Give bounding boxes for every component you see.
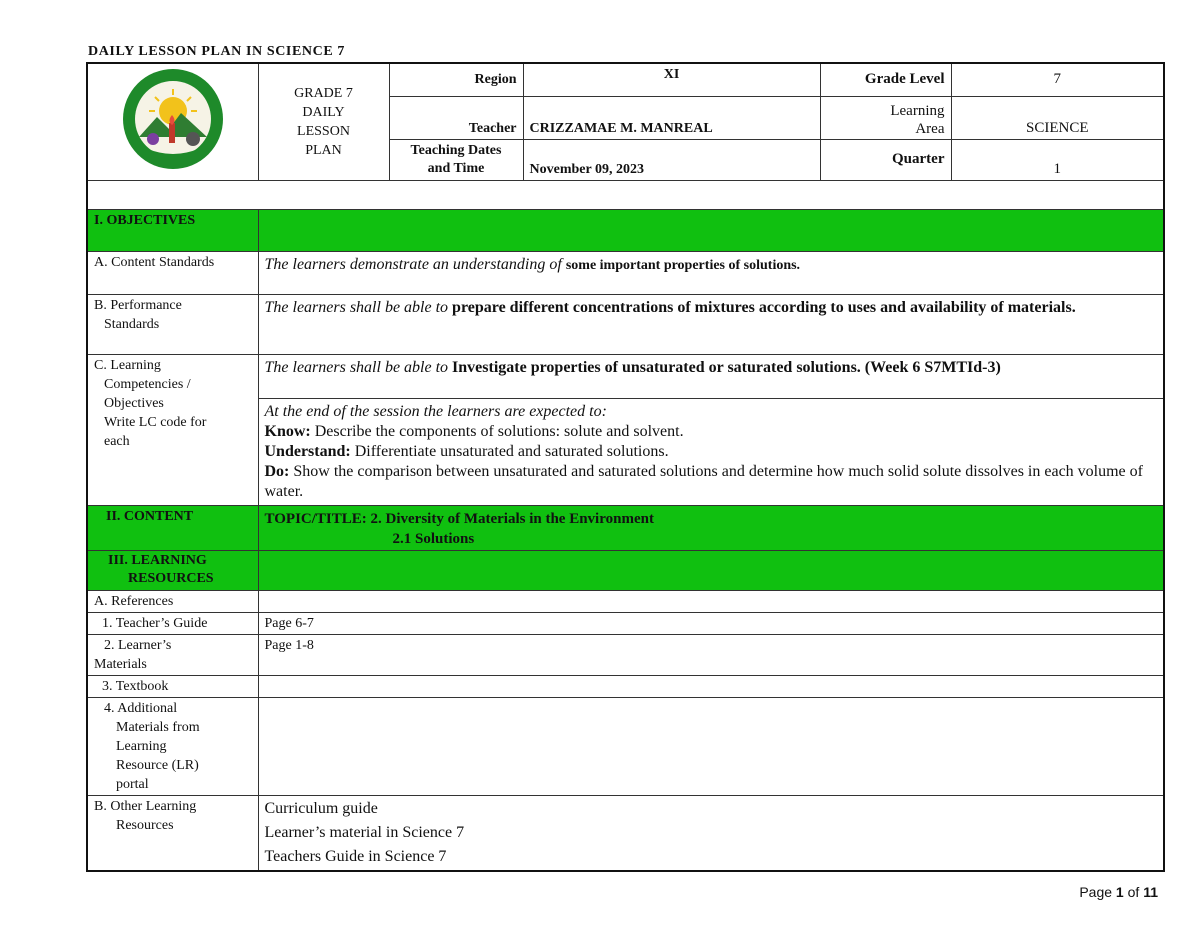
subtopic-line: 2.1 Solutions (392, 530, 475, 547)
additional-materials-value (258, 697, 1164, 795)
page-current: 1 (1115, 884, 1124, 900)
resources-heading-cell (87, 550, 258, 590)
plan-label-line: LESSON (297, 123, 350, 139)
teachers-guide-label: 1. Teacher’s Guide (87, 612, 258, 634)
performance-standards-row (87, 294, 1164, 354)
do-line (265, 462, 1158, 502)
references-label: A. References (87, 590, 258, 612)
objectives-heading: I. OBJECTIVES (87, 209, 258, 251)
learners-materials-label: Materials (94, 656, 147, 672)
competencies-label: Objectives (104, 395, 164, 411)
document-title: DAILY LESSON PLAN IN SCIENCE 7 (88, 44, 345, 59)
performance-intro: The learners shall be able to (264, 298, 449, 316)
understand-line (265, 442, 1158, 462)
content-standards-intro: The learners demonstrate an understanding of (264, 255, 562, 273)
textbook-row (87, 675, 1164, 697)
dates-label: and Time (427, 160, 485, 176)
plan-label-line: PLAN (305, 142, 342, 158)
competencies-label: Write LC code for (104, 414, 207, 430)
spacer-cell (87, 180, 1164, 209)
other-resources-label: Resources (116, 817, 174, 833)
quarter-value: 1 (951, 139, 1164, 180)
competencies-cell (258, 354, 1164, 398)
grade-level-label: Grade Level (820, 63, 951, 96)
performance-label: Standards (104, 316, 160, 332)
grade-level-value: 7 (951, 63, 1164, 96)
content-row (87, 505, 1164, 550)
school-logo-cell (87, 63, 258, 180)
quarter-label: Quarter (820, 139, 951, 180)
resources-heading-row (87, 550, 1164, 590)
other-resource-item: Teachers Guide in Science 7 (264, 847, 447, 865)
dates-label-cell (389, 139, 523, 180)
content-standards-label: A. Content Standards (87, 251, 258, 294)
page-word: Page (1079, 884, 1113, 900)
objectives-heading-fill (258, 209, 1164, 251)
competencies-label: C. Learning (94, 357, 161, 373)
do-text: Show the comparison between unsaturated and saturated solutions and determine how much solid solute dissolves in each volume of water. (264, 462, 1143, 500)
resources-heading: RESOURCES (128, 570, 214, 586)
teachers-guide-row (87, 612, 1164, 634)
competencies-label: each (104, 433, 130, 449)
content-standards-text: some important properties of solutions. (565, 257, 801, 273)
performance-text: prepare different concentrations of mixtures according to uses and availability of materials. (452, 298, 1076, 316)
region-label: Region (389, 63, 523, 96)
teacher-label: Teacher (389, 96, 523, 139)
learners-materials-row (87, 634, 1164, 675)
plan-label-line: DAILY (302, 104, 345, 120)
performance-label-cell (87, 294, 258, 354)
session-objectives-cell (258, 398, 1164, 505)
teachers-guide-value: Page 6-7 (258, 612, 1164, 634)
know-label: Know: (264, 422, 311, 440)
header-row-region (87, 63, 1164, 96)
plan-label-cell (258, 63, 389, 180)
competencies-intro: The learners shall be able to (264, 358, 449, 376)
content-standards-row (87, 251, 1164, 294)
resources-heading: III. LEARNING (108, 552, 207, 568)
other-resources-label: B. Other Learning (94, 798, 197, 814)
of-word: of (1127, 884, 1140, 900)
content-standards-cell (258, 251, 1164, 294)
competencies-label-cell (87, 354, 258, 505)
lesson-plan-table (86, 62, 1165, 872)
understand-label: Understand: (264, 442, 351, 460)
school-logo-icon (115, 67, 231, 171)
do-label: Do: (264, 462, 290, 480)
additional-materials-label: Resource (LR) (116, 757, 199, 773)
competencies-label: Competencies / (104, 376, 191, 392)
spacer-row (87, 180, 1164, 209)
page-number (1079, 884, 1158, 900)
plan-label-line: GRADE 7 (294, 85, 353, 101)
learning-area-label: Learning (890, 102, 945, 119)
competencies-row (87, 354, 1164, 398)
other-resources-label-cell (87, 795, 258, 871)
other-resources-list (258, 795, 1164, 871)
dates-label: Teaching Dates (410, 142, 502, 158)
additional-materials-label: 4. Additional (104, 700, 178, 716)
content-heading: II. CONTENT (87, 505, 258, 550)
learners-materials-label: 2. Learner’s (104, 637, 172, 653)
performance-label: B. Performance (94, 297, 182, 313)
additional-materials-label: Materials from (116, 719, 200, 735)
additional-materials-label: Learning (116, 738, 167, 754)
page-total: 11 (1143, 884, 1158, 900)
other-resource-item: Curriculum guide (264, 799, 378, 817)
understand-text: Differentiate unsaturated and saturated solutions. (354, 442, 669, 460)
performance-cell (258, 294, 1164, 354)
references-row (87, 590, 1164, 612)
other-resources-row (87, 795, 1164, 871)
textbook-value (258, 675, 1164, 697)
know-line (265, 422, 1158, 442)
session-intro: At the end of the session the learners are expected to: (264, 402, 607, 420)
teacher-value: CRIZZAMAE M. MANREAL (523, 96, 820, 139)
competencies-text: Investigate properties of unsaturated or saturated solutions. (Week 6 S7MTId-3) (452, 358, 1001, 376)
additional-materials-label: portal (116, 776, 149, 792)
resources-heading-fill (258, 550, 1164, 590)
textbook-label: 3. Textbook (87, 675, 258, 697)
learning-area-label-cell (820, 96, 951, 139)
learning-area-label: Area (915, 120, 945, 137)
topic-line: TOPIC/TITLE: 2. Diversity of Materials in the Environment (264, 510, 654, 527)
learners-materials-label-cell (87, 634, 258, 675)
references-value (258, 590, 1164, 612)
additional-materials-row (87, 697, 1164, 795)
objectives-heading-row (87, 209, 1164, 251)
learning-area-value: SCIENCE (951, 96, 1164, 139)
region-value: XI (523, 63, 820, 96)
dates-value: November 09, 2023 (523, 139, 820, 180)
content-topic-cell (258, 505, 1164, 550)
know-text: Describe the components of solutions: solute and solvent. (314, 422, 684, 440)
other-resource-item: Learner’s material in Science 7 (264, 823, 465, 841)
learners-materials-value: Page 1-8 (258, 634, 1164, 675)
additional-materials-label-cell (87, 697, 258, 795)
